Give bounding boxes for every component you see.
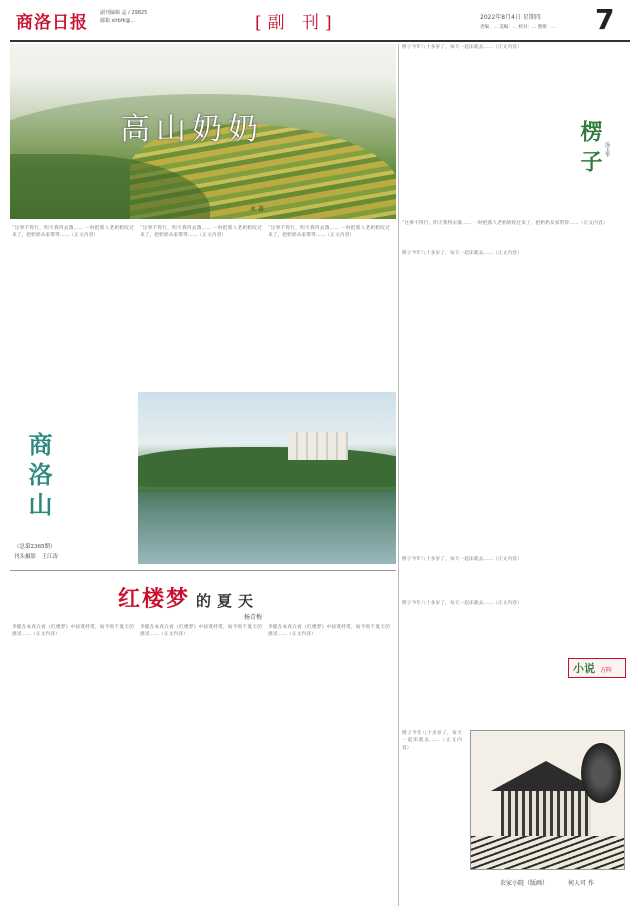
- editor-line: 副刊编辑 孟 / 29825: [100, 10, 148, 16]
- article3-title-red: 红楼梦: [118, 587, 191, 612]
- woodcut-tree: [581, 743, 621, 803]
- article2-body-lower: 楞子今年八十多岁了，每天一起床就去……（正文内容）: [402, 557, 522, 562]
- mountain-photo: [10, 44, 396, 219]
- page-number: 7: [595, 3, 615, 36]
- masthead: [0, 0, 638, 40]
- article3-title: [118, 582, 259, 613]
- section-bracket-right: ]: [325, 13, 338, 33]
- column-divider: [398, 44, 399, 906]
- photo-series-number: （总第2365期）: [14, 544, 56, 550]
- lengzi-author: 汤玉华: [604, 142, 610, 157]
- lake-photo: [138, 392, 396, 564]
- staff-line: 责编：... 美编：... 校对：... 照排：...: [480, 25, 556, 30]
- woodcut-ground: [471, 836, 625, 870]
- article3-col-2: 李健在本真在看《红楼梦》中寂寞经常，如今进千夏天的感受……（正文内容）: [140, 625, 262, 638]
- section-title: [255, 8, 338, 33]
- article1-col-2: “这事不得行，明天我得去饿…… 一时把那人老奶奶咬过来了，把奶奶从家带得……（正文内容）: [140, 226, 262, 239]
- article-title-lengzi: [574, 120, 614, 180]
- article2-body-right-lower: 楞子今年八十多岁了，每天一起床就去……（正文内容）: [402, 601, 522, 606]
- article3-author: 杨青梅: [244, 614, 263, 621]
- masthead-rule: [10, 40, 630, 42]
- photo-buildings: [288, 432, 348, 460]
- article1-col-3: “这事不得行，明天我得去饿…… 一时把那人老奶奶咬过来了，把奶奶从家带得……（正文内容）: [268, 226, 390, 239]
- article3-title-rest: 的夏天: [196, 592, 260, 610]
- photo-treeline: [138, 447, 396, 487]
- newspaper-logo: 商洛日报: [16, 13, 88, 33]
- article2-body-main: 楞子今年八十多岁了，每天一起床就去……（正文内容）: [402, 251, 522, 256]
- article2-intro: 楞子今年八十多岁了，每天一起床就去……（正文内容）: [402, 45, 522, 50]
- article2-body-bottom: 楞子今年八十多岁了，每天一起床就去……（正文内容）: [402, 731, 462, 751]
- article3-col-1: 李健在本真在看《红楼梦》中寂寞经常，如今进千夏天的感受……（正文内容）: [12, 625, 134, 638]
- photo-title-shangluoshan: 商洛山: [24, 432, 52, 522]
- photo-credit: 刊头摄影 王江涛: [14, 554, 59, 560]
- article3-col-3: 李健在本真在看《红楼梦》中寂寞经常，如今进千夏天的感受……（正文内容）: [268, 625, 390, 638]
- issue-date: 2022年8月4日 星期四: [480, 14, 541, 21]
- article1-col-1: “这事不得行，明天我得去饿…… 一时把那人老奶奶咬过来了，把奶奶从家带得……（正文内容）: [12, 226, 134, 239]
- article1-col-4: “这事不得行，明天我得去饿…… 一时把那人老奶奶咬过来了，把奶奶从家带得……（正文内容）: [402, 221, 608, 226]
- woodcut-print: [470, 730, 625, 870]
- section-divider-mid: [10, 570, 396, 571]
- xiaoshuo-badge: [568, 658, 626, 678]
- article-title-gaoshan: 高山奶奶: [120, 112, 264, 147]
- xiaoshuo-sub: 方阵: [600, 667, 613, 674]
- shangluo-photo-block: [10, 392, 396, 564]
- woodcut-caption: 农家小院（版画）: [500, 880, 549, 887]
- woodcut-artist: 何人可 作: [568, 880, 594, 887]
- woodcut-house: [501, 791, 591, 836]
- lengzi-title-text: 楞子: [577, 120, 602, 180]
- photo-lake-reflection: [138, 492, 396, 564]
- email-line: 邮箱 slrbfk@...: [100, 18, 136, 24]
- article-author-gaoshan: 永 著: [250, 206, 264, 213]
- section-label: 副 刊: [267, 13, 326, 33]
- xiaoshuo-label: 小说: [573, 662, 595, 675]
- section-bracket-left: [: [255, 13, 268, 33]
